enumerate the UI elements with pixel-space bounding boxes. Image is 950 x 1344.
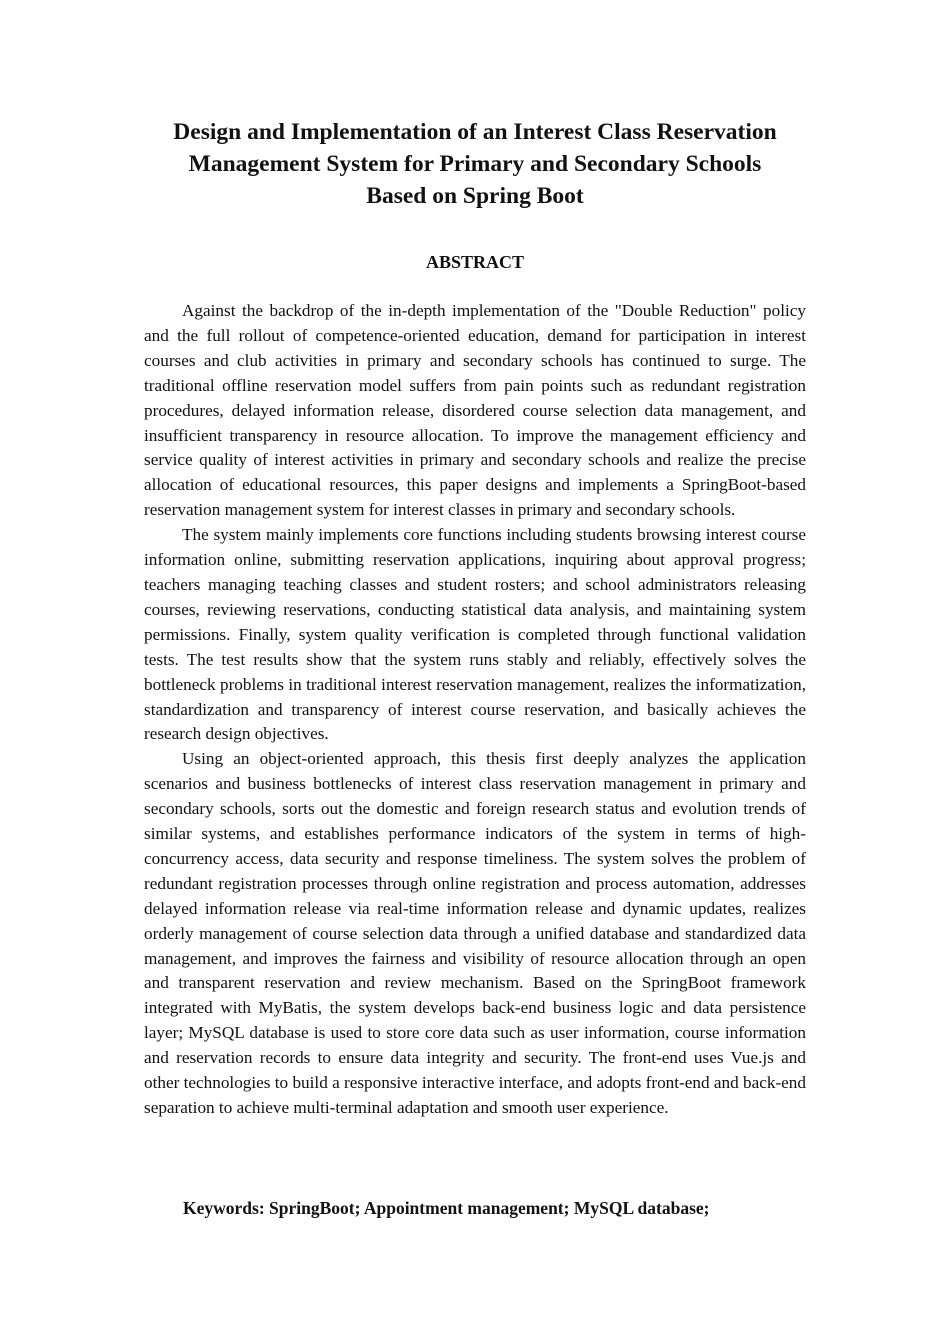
abstract-paragraph-3: Using an object-oriented approach, this thesis first deeply analyzes the application scenarios and business bottlenecks of interest class reservation management in primary and secondary schools, sorts out the domestic and foreign research status and evolution trends of similar systems, and establishes performance indicators of the system in terms of high-concurrency access, data security and response timeliness. The system solves the problem of redundant registration processes through online registration and process automation, addresses delayed information release via real-time information release and dynamic updates, realizes orderly management of course selection data through a unified database and standardized data management, and improves the fairness and visibility of resource allocation through an open and transparent reservation and review mechanism. Based on the SpringBoot framework integrated with MyBatis, the system develops back-end business logic and data persistence layer; MySQL database is used to store core data such as user information, course information and reservation records to ensure data integrity and security. The front-end uses Vue.js and other technologies to build a responsive interactive interface, and adopts front-end and back-end separation to achieve multi-terminal adaptation and smooth user experience. [144,749,806,1117]
paper-title-line-2: Management System for Primary and Secondary Schools [188,151,762,177]
paper-title-line-1: Design and Implementation of an Interest Class Reservation [173,119,777,145]
abstract-paragraph-2: The system mainly implements core functions including students browsing interest course information online, submitting reservation applications, inquiring about approval progress; teachers managing teaching classes and student rosters; and school administrators releasing courses, reviewing reservations, conducting statistical data analysis, and maintaining system permissions. Finally, system quality verification is completed through functional validation tests. The test results show that the system runs stably and reliably, effectively solves the bottleneck problems in traditional interest reservation management, realizes the informatization, standardization and transparency of interest course reservation, and basically achieves the research design objectives. [144,525,806,744]
keywords-line: Keywords: SpringBoot; Appointment management; MySQL database; [183,1198,710,1218]
paper-title-line-3: Based on Spring Boot [366,183,584,209]
abstract-paragraph-1: Against the backdrop of the in-depth implementation of the "Double Reduction" policy and the full rollout of competence-oriented education, demand for participation in interest courses and club activities in primary and secondary schools has continued to surge. The traditional offline reservation model suffers from pain points such as redundant registration procedures, delayed information release, disordered course selection data management, and insufficient transparency in resource allocation. To improve the management efficiency and service quality of interest activities in primary and secondary schools and realize the precise allocation of educational resources, this paper designs and implements a SpringBoot-based reservation management system for interest classes in primary and secondary schools. [144,301,806,520]
abstract-heading: ABSTRACT [425,252,525,272]
paper-title [140,116,810,212]
abstract-body [144,299,806,1121]
